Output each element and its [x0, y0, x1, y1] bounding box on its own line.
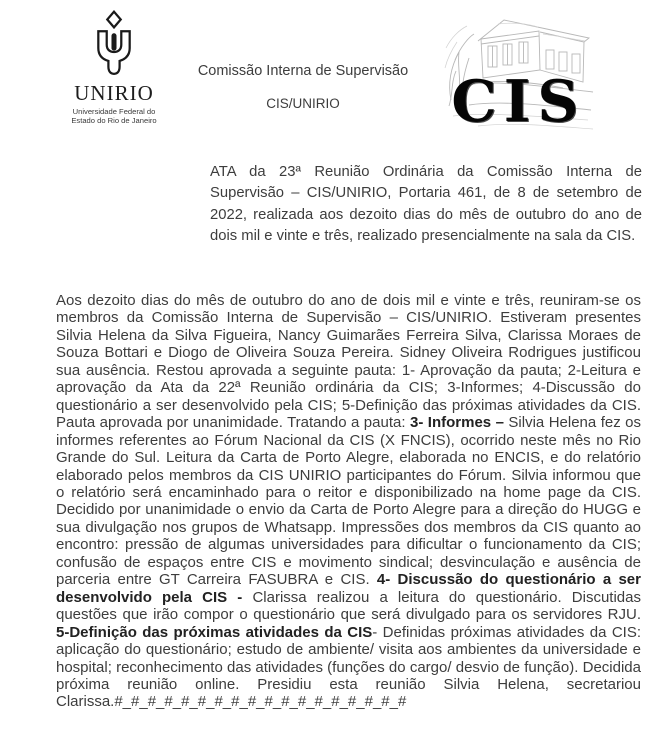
committee-subtitle: CIS/UNIRIO: [266, 96, 340, 111]
cis-logo: [443, 8, 598, 136]
ata-heading: ATA da 23ª Reunião Ordinária da Comissão Interna de Supervisão – CIS/UNIRIO, Portaria 461, de 8 de setembro de 2022, realizada aos dezoito dias do mês de outubro do ano de dois mil e vinte e três, realizado presencialmente na sala da CIS.: [210, 164, 642, 245]
unirio-logo-name: UNIRIO: [74, 81, 154, 105]
unirio-emblem-icon: [86, 10, 142, 80]
unirio-logo-subtitle-line2: Estado do Rio de Janeiro: [71, 116, 157, 125]
ata-body: Aos dezoito dias do mês de outubro do ano de dois mil e vinte e três, reuniram-se os membros da Comissão Interna de Supervisão – CIS/UNIRIO. Estiveram presentes Silvia Helena da Silva Figueira, Nancy Guimarães Ferreira Silva, Clarissa Moraes de Souza Bottari e Diogo de Oliveira Souza Pereira. Sidney Oliveira Rodrigues justificou sua ausência. Restou aprovada a seguinte pauta: 1- Aprovação da pauta; 2-Leitura e aprovação da Ata da 22ª Reunião ordinária da CIS; 3-Informes; 4-Discussão do questionário a ser desenvolvido pela CIS; 5-Definição das próximas atividades da CIS. Pauta aprovada por unanimidade. Tratando a pauta: 3- Informes – Silvia Helena fez os informes referentes ao Fórum Nacional da CIS (X FNCIS), ocorrido neste mês no Rio Grande do Sul. Leitura da Carta de Porto Alegre, elaborada no ENCIS, e do relatório elaborado pelos membros da CIS UNIRIO participantes do Fórum. Silvia informou que o relatório será encaminhado para o reitor e disponibilizado na home page da CIS. Decidido por unanimidade o envio da Carta de Porto Alegre para a direção do HUGG e sua divulgação nos grupos de Whatsapp. Impressões dos membros da CIS quanto ao encontro: pressão de algumas universidades para dificultar o funcionamento da CIS; confusão de espaços entre CIS e movimento sindical; desvinculação e ausência de parceria entre GT Carreira FASUBRA e CIS. 4- Discussão do questionário a ser desenvolvido pela CIS - Clarissa realizou a leitura do questionário. Discutidas questões que irão compor o questionário que será divulgado para os servidores RJU. 5-Definição das próximas atividades da CIS- Definidas próximas atividades da CIS: aplicação do questionário; estudo de ambiente/ visita aos ambientes da universidade e hospital; reconhecimento das atividades (funções do cargo/ desvio de função). Decidida próxima reunião online. Presidiu esta reunião Silvia Helena, secretariou Clarissa.#_#_#_#_#_#_#_#_#_#_#_#_#_#_#_#_#_#: [56, 292, 642, 711]
committee-title: Comissão Interna de Supervisão: [197, 63, 409, 79]
committee-header: [153, 63, 453, 111]
cis-logo-text: CIS: [451, 68, 586, 135]
unirio-logo-subtitle-line1: Universidade Federal do: [72, 107, 156, 116]
